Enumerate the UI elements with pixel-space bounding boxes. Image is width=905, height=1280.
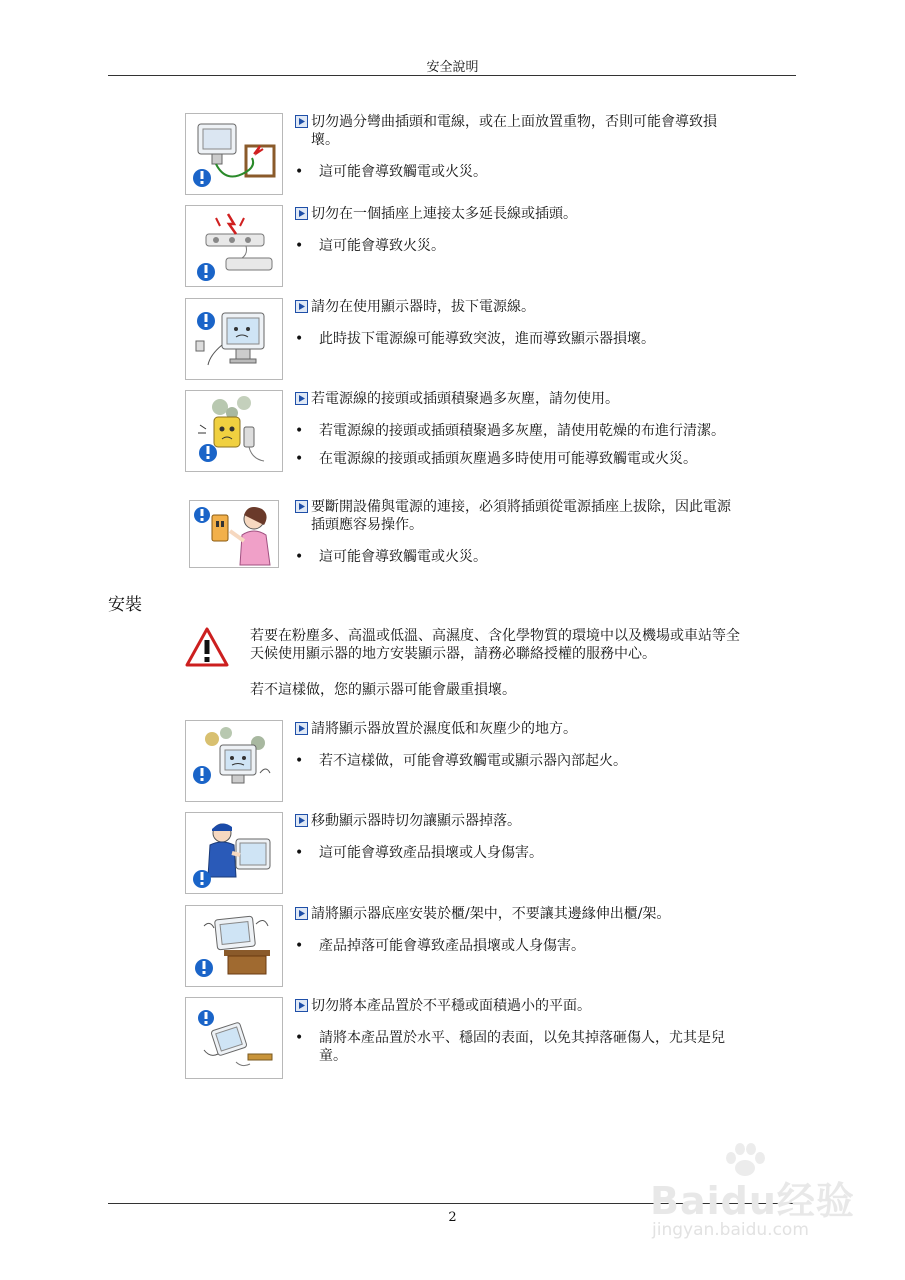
arrow-bullet-icon [295,814,308,827]
warning-triangle-icon [185,626,229,668]
bullet-item: • 請將本產品置於水平、穩固的表面，以免其掉落砸傷人，尤其是兒童。 [295,1030,725,1064]
item-heading: 切勿在一個插座上連接太多延長線或插頭。 [311,206,577,222]
arrow-bullet-icon [295,300,308,313]
unplug-while-on-illustration [185,298,283,380]
arrow-bullet-icon [295,392,308,405]
dusty-plug-illustration [185,390,283,472]
arrow-bullet-icon [295,907,308,920]
carry-monitor-illustration [185,812,283,894]
watermark [640,1140,860,1270]
bullet-item: • 這可能會導致觸電或火災。 [295,164,487,180]
unplug-woman-illustration [189,500,279,568]
arrow-bullet-icon [295,500,308,513]
arrow-bullet-icon [295,722,308,735]
bullet-item: • 這可能會導致產品損壞或人身傷害。 [295,845,543,861]
watermark-url: jingyan.baidu.com [652,1220,809,1240]
bullet-item: • 在電源線的接頭或插頭灰塵過多時使用可能導致觸電或火災。 [295,451,697,467]
item-heading: 切勿過分彎曲插頭和電線，或在上面放置重物，否則可能會導致損壞。 [311,114,717,148]
bullet-item: • 這可能會導致觸電或火災。 [295,549,487,565]
bullet-item: • 若電源線的接頭或插頭積聚過多灰塵，請使用乾燥的布進行清潔。 [295,423,725,439]
bullet-item: • 此時拔下電源線可能導致突波，進而導致顯示器損壞。 [295,331,655,347]
item-heading: 請將顯示器底座安裝於櫃/架中，不要讓其邊緣伸出櫃/架。 [311,906,671,922]
header-rule [108,75,796,76]
page-number: 2 [448,1210,457,1225]
watermark-logo: Baidu经验 [650,1179,855,1223]
bent-cord-illustration [185,113,283,195]
bullet-item: • 產品掉落可能會導致產品損壞或人身傷害。 [295,938,585,954]
item-heading: 移動顯示器時切勿讓顯示器掉落。 [311,813,521,829]
bullet-item: • 這可能會導致火災。 [295,238,445,254]
item-heading: 切勿將本產品置於不平穩或面積過小的平面。 [311,998,591,1014]
item-heading: 若電源線的接頭或插頭積聚過多灰塵，請勿使用。 [311,391,619,407]
shelf-edge-illustration [185,905,283,987]
bullet-item: • 若不這樣做，可能會導致觸電或顯示器內部起火。 [295,753,627,769]
arrow-bullet-icon [295,207,308,220]
arrow-bullet-icon [295,115,308,128]
item-heading: 要斷開設備與電源的連接，必須將插頭從電源插座上拔除，因此電源插頭應容易操作。 [311,499,731,533]
overloaded-outlet-illustration [185,205,283,287]
item-heading: 請將顯示器放置於濕度低和灰塵少的地方。 [311,721,577,737]
unstable-surface-illustration [185,997,283,1079]
item-heading: 請勿在使用顯示器時，拔下電源線。 [311,299,535,315]
section-title: 安裝 [108,595,142,615]
warning-text: 若要在粉塵多、高溫或低溫、高濕度、含化學物質的環境中以及機場或車站等全天候使用顯示器的地方安裝顯示器，請務必聯絡授權的服務中心。 [250,628,740,662]
warning-subtext: 若不這樣做，您的顯示器可能會嚴重損壞。 [250,682,516,698]
arrow-bullet-icon [295,999,308,1012]
page-header-title: 安全說明 [426,60,479,75]
dust-humidity-illustration [185,720,283,802]
